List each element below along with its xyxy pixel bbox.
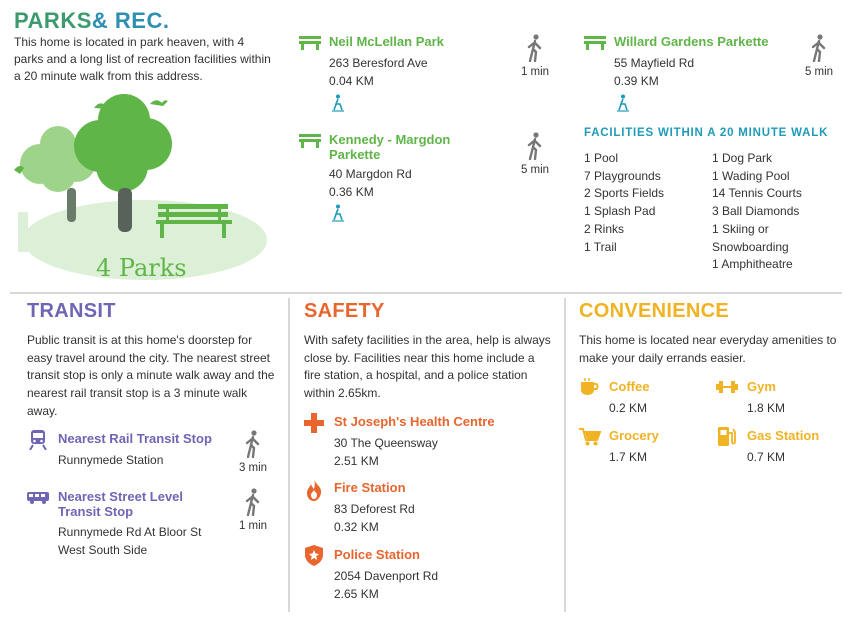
accessibility-icon	[331, 204, 345, 222]
park-distance: 0.04 KM	[329, 74, 374, 88]
convenience-title: CONVENIENCE	[579, 300, 729, 322]
shopping-cart-icon	[579, 428, 601, 446]
column-divider	[288, 298, 290, 612]
facility-item: 2 Rinks	[584, 221, 625, 236]
facility-item: 1 Skiing or	[712, 221, 769, 236]
parks-count: 4 Parks	[96, 254, 187, 282]
accessibility-icon	[616, 94, 630, 112]
coffee-cup-icon	[580, 378, 600, 396]
convenience-item-distance: 1.7 KM	[609, 450, 648, 464]
park-item[interactable]	[299, 132, 499, 227]
convenience-item-name: Gym	[747, 379, 776, 394]
facilities-left-list	[584, 150, 664, 256]
bench-icon	[299, 36, 321, 50]
facility-item: 14 Tennis Courts	[712, 186, 802, 201]
park-name: Neil McLellan Park	[329, 34, 444, 49]
walk-time-label: 1 min	[520, 66, 550, 78]
facility-item: 1 Dog Park	[712, 151, 773, 165]
park-address: 40 Margdon Rd	[329, 167, 412, 181]
walking-person-icon	[245, 488, 261, 516]
facility-item: 1 Trail	[584, 239, 617, 254]
rail-stop-value: Runnymede Station	[58, 453, 164, 467]
transit-title: TRANSIT	[27, 300, 116, 322]
bench-icon	[584, 36, 606, 50]
facility-item: Snowboarding	[712, 239, 789, 254]
park-address: 55 Mayfield Rd	[614, 56, 695, 70]
parks-description: This home is located in park heaven, with 4 parks and a long list of recreation facilities within a 20 minute walk from this address.	[14, 35, 271, 83]
street-stop-title-line: Transit Stop	[58, 503, 134, 519]
convenience-item-name: Coffee	[609, 379, 650, 394]
safety-item-address: 30 The Queensway	[334, 436, 438, 450]
train-icon	[29, 430, 47, 450]
street-stop-title-line: Nearest Street Level	[58, 489, 184, 504]
facility-item: 1 Amphitheatre	[712, 257, 793, 272]
walk-time-label: 3 min	[238, 462, 268, 474]
convenience-description: This home is located near everyday amenities to make your daily errands easier.	[579, 333, 837, 365]
walking-person-icon	[527, 34, 543, 62]
facility-item: 1 Pool	[584, 151, 619, 165]
walk-time-label: 5 min	[520, 164, 550, 176]
walk-time-label: 5 min	[804, 66, 834, 78]
park-distance: 0.36 KM	[329, 185, 374, 199]
parks-title: PARKS& REC.	[14, 8, 170, 33]
park-item[interactable]	[299, 34, 499, 114]
accessibility-icon	[331, 94, 345, 112]
hospital-cross-icon	[304, 413, 324, 433]
bench-icon	[299, 134, 321, 148]
street-stop-title	[58, 490, 183, 519]
park-name: Kennedy - Margdon Parkette	[329, 132, 451, 162]
walk-time	[233, 430, 273, 474]
safety-item-distance: 0.32 KM	[334, 520, 379, 534]
safety-item-name: St Joseph's Health Centre	[334, 414, 495, 429]
street-stop-value-line: Runnymede Rd At Bloor St	[58, 525, 202, 539]
facilities-right-list	[712, 150, 802, 274]
walking-person-icon	[245, 430, 261, 458]
facility-item: 1 Splash Pad	[584, 204, 656, 219]
convenience-item-name: Grocery	[609, 428, 659, 443]
safety-item-address: 2054 Davenport Rd	[334, 569, 439, 583]
walk-time	[233, 488, 273, 532]
street-stop-value	[58, 523, 201, 559]
fire-icon	[306, 479, 322, 501]
safety-description: With safety facilities in the area, help is always close by. Facilities near this home include a fire station, a hospital, and a police station within 2.65km.	[304, 333, 551, 401]
safety-item-distance: 2.65 KM	[334, 587, 379, 601]
walk-time	[799, 34, 839, 78]
police-badge-icon	[305, 545, 323, 566]
facility-item: 3 Ball Diamonds	[712, 204, 800, 219]
gas-pump-icon	[718, 426, 736, 447]
walking-person-icon	[811, 34, 827, 62]
safety-item-name: Police Station	[334, 547, 420, 562]
convenience-item-distance: 0.2 KM	[609, 401, 648, 415]
transit-description: Public transit is at this home's doorstep for easy travel around the city. The nearest street transit stop is only a minute walk away and the nearest rail transit stop is a 3 minute walk away.	[27, 333, 275, 418]
safety-item-distance: 2.51 KM	[334, 454, 379, 468]
convenience-item-distance: 1.8 KM	[747, 401, 786, 415]
convenience-item-name: Gas Station	[747, 428, 820, 443]
walk-time	[515, 34, 555, 78]
safety-item-address: 83 Deforest Rd	[334, 502, 415, 516]
walk-time-label: 1 min	[238, 520, 268, 532]
column-divider	[564, 298, 566, 612]
walking-person-icon	[527, 132, 543, 160]
walk-time	[515, 132, 555, 176]
facility-item: 1 Wading Pool	[712, 168, 790, 183]
bus-icon	[27, 492, 49, 504]
section-divider	[10, 292, 842, 294]
facility-item: 2 Sports Fields	[584, 186, 665, 201]
rail-stop-title: Nearest Rail Transit Stop	[58, 431, 212, 446]
convenience-item-distance: 0.7 KM	[747, 450, 786, 464]
street-stop-value-line: West South Side	[58, 543, 148, 557]
park-name: Willard Gardens Parkette	[614, 34, 769, 49]
facility-item: 7 Playgrounds	[584, 168, 661, 183]
safety-title: SAFETY	[304, 300, 385, 322]
facilities-title: FACILITIES WITHIN A 20 MINUTE WALK	[584, 127, 829, 139]
dumbbell-icon	[716, 381, 738, 393]
safety-item-name: Fire Station	[334, 480, 406, 495]
park-distance: 0.39 KM	[614, 74, 659, 88]
park-item[interactable]	[584, 34, 784, 116]
park-address: 263 Beresford Ave	[329, 56, 428, 70]
